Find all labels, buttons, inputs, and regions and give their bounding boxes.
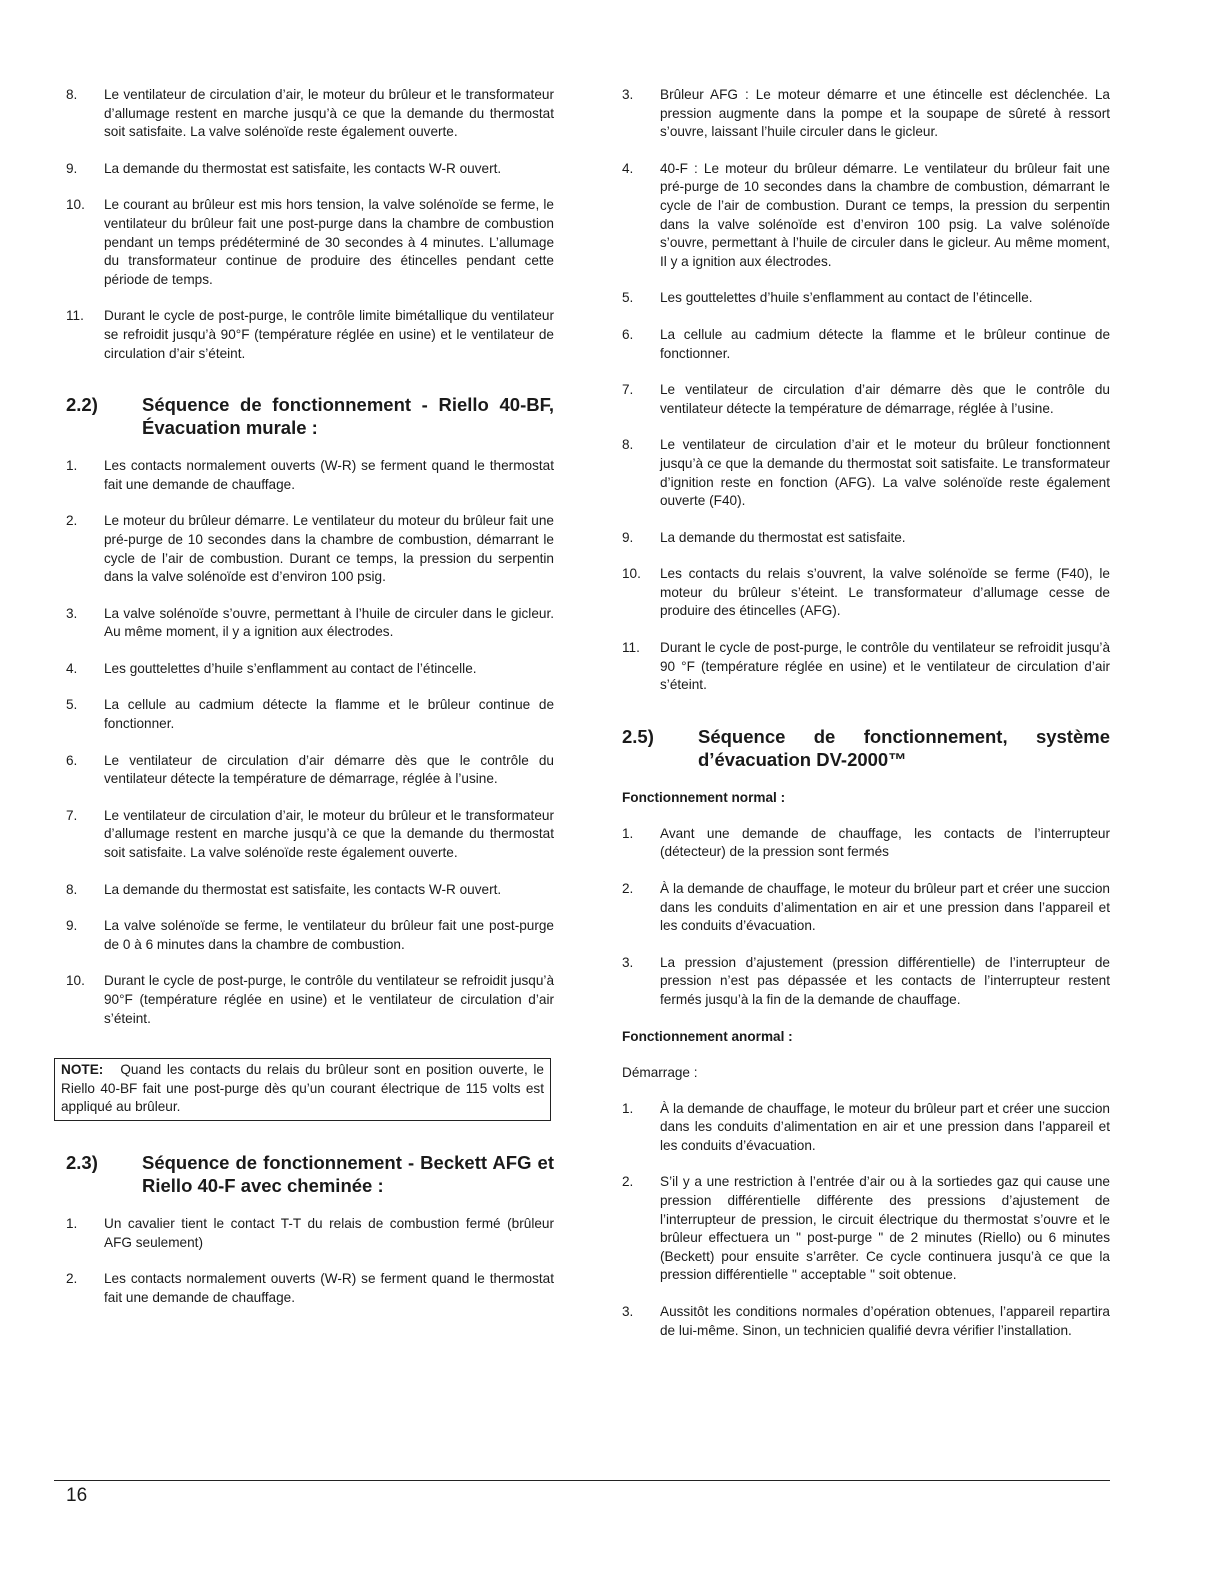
item-text: Les contacts normalement ouverts (W-R) se ferment quand le thermostat fait une demande de chauffage. — [104, 458, 554, 492]
list-item — [622, 160, 1110, 272]
item-number: 9. — [66, 918, 78, 934]
list-item — [66, 660, 554, 679]
note-label: NOTE: — [61, 1062, 104, 1078]
page-number: 16 — [66, 1485, 88, 1506]
item-text: Le ventilateur de circulation d’air et le moteur du brûleur fonctionnent jusqu’à ce que la demande du thermostat soit satisfaite. Le transformateur d’ignition reste en fonction (AFG). La valve solénoïde reste également ouverte (F40). — [660, 437, 1110, 509]
list-item — [622, 954, 1110, 1010]
section-number: 2.3) — [66, 1151, 98, 1173]
list-item — [66, 972, 554, 1028]
item-number: 9. — [66, 160, 78, 176]
list-item — [66, 605, 554, 642]
item-text: Brûleur AFG : Le moteur démarre et une étincelle est déclenchée. La pression augmente dans la pompe et la soupape de sûreté à ressort s’ouvre, laissant l’huile circuler dans le gicleur. — [660, 87, 1110, 140]
left-column — [61, 86, 554, 1325]
list-item — [66, 1270, 554, 1307]
item-number: 2. — [622, 1174, 634, 1190]
section-2-3-list — [66, 1215, 554, 1307]
item-text: Durant le cycle de post-purge, le contrôle limite bimétallique du ventilateur se refroidit jusqu’à 90°F (température réglée en usine) et le ventilateur de circulation d’air s’éteint. — [104, 308, 554, 361]
section-number: 2.2) — [66, 394, 98, 416]
item-number: 4. — [66, 660, 78, 676]
section-2-2-list — [66, 457, 554, 1028]
item-number: 3. — [66, 605, 78, 621]
section-title: Séquence de fonctionnement - Beckett AFG et Riello 40-F avec cheminée : — [142, 1151, 554, 1196]
list-item — [66, 196, 554, 289]
list-item — [66, 307, 554, 363]
list-item — [622, 529, 1110, 548]
item-number: 1. — [622, 825, 634, 841]
section-heading-2-5 — [622, 725, 1110, 771]
item-number: 10. — [66, 973, 85, 989]
item-number: 2. — [622, 881, 634, 897]
note-box — [54, 1058, 551, 1121]
item-number: 7. — [622, 382, 634, 398]
list-item — [622, 639, 1110, 695]
section-2-3-continued-list — [622, 86, 1110, 695]
section-title: Séquence de fonctionnement, système d’évacuation DV-2000™ — [698, 725, 1110, 770]
note-text: Quand les contacts du relais du brûleur sont en position ouverte, le Riello 40-BF fait une post-purge dès qu’un courant électrique de 115 volts est appliqué au brûleur. — [61, 1062, 544, 1115]
item-number: 3. — [622, 954, 634, 970]
item-number: 8. — [622, 437, 634, 453]
item-number: 10. — [622, 566, 641, 582]
section-title: Séquence de fonctionnement - Riello 40-BF, Évacuation murale : — [142, 394, 554, 439]
item-number: 5. — [622, 290, 634, 306]
item-text: Un cavalier tient le contact T-T du relais de combustion fermé (brûleur AFG seulement) — [104, 1215, 554, 1250]
item-number: 8. — [66, 881, 78, 897]
item-number: 3. — [622, 1303, 634, 1319]
item-text: Les contacts normalement ouverts (W-R) se ferment quand le thermostat fait une demande de chauffage. — [104, 1271, 554, 1305]
item-text: S’il y a une restriction à l’entrée d’air ou à la sortiedes gaz qui cause une pression différentielle différente des pressions d’ajustement de l’interrupteur de pression, le circuit électrique du thermostat s’ouvre et le brûleur effectuera un " post-purge " de 2 minutes (Riello) ou 6 minutes (Beckett) pour ensuite s’arrêter. Ce cycle continuera jusqu’à ce que la pression différentielle " acceptable " soit obtenue. — [660, 1174, 1110, 1283]
item-text: La demande du thermostat est satisfaite, les contacts W-R ouvert. — [104, 160, 502, 176]
item-text: Le moteur du brûleur démarre. Le ventilateur du moteur du brûleur fait une pré-purge de 10 secondes dans la chambre de combustion, démarrant le cycle de l’air de combustion. Durant ce temps, la pression du serpentin dans la valve solénoïde est d’environ 100 psig. — [104, 513, 554, 585]
item-text: Les gouttelettes d’huile s’enflamment au contact de l’étincelle. — [660, 290, 1033, 306]
item-number: 2. — [66, 513, 78, 529]
item-number: 2. — [66, 1271, 78, 1287]
item-text: À la demande de chauffage, le moteur du brûleur part et créer une succion dans les conduits d’alimentation en air et une pression dans l’appareil et les conduits d’évacuation. — [660, 1100, 1110, 1153]
list-item — [66, 512, 554, 586]
item-number: 11. — [622, 640, 640, 656]
item-number: 6. — [622, 326, 634, 342]
item-text: Durant le cycle de post-purge, le contrôle du ventilateur se refroidit jusqu’à 90°F (température réglée en usine) et le ventilateur de circulation d’air s’éteint. — [104, 973, 554, 1026]
item-text: Les contacts du relais s’ouvrent, la valve solénoïde se ferme (F40), le moteur du brûleur s’éteint. Le transformateur d’allumage cesse de produire des étincelles (AFG). — [660, 566, 1110, 619]
item-text: La pression d’ajustement (pression différentielle) de l’interrupteur de pression n’est pas dépassée et les contacts de l’interrupteur restent fermés jusqu’à la fin de la demande de chauffage. — [660, 954, 1110, 1007]
abnormal-operation-label: Fonctionnement anormal : — [622, 1028, 793, 1044]
list-item — [622, 326, 1110, 363]
normal-operation-label: Fonctionnement normal : — [622, 789, 786, 805]
list-item — [66, 457, 554, 494]
item-text: La valve solénoïde s’ouvre, permettant à l’huile de circuler dans le gicleur. Au même moment, il y a ignition aux électrodes. — [104, 605, 554, 640]
item-text: Le ventilateur de circulation d’air démarre dès que le contrôle du ventilateur détecte la température de démarrage, réglée à l’usine. — [104, 752, 554, 787]
item-text: Durant le cycle de post-purge, le contrôle du ventilateur se refroidit jusqu’à 90 °F (température réglée en usine) et le ventilateur de circulation d’air s’éteint. — [660, 640, 1110, 693]
item-number: 10. — [66, 197, 85, 213]
item-number: 1. — [66, 1215, 78, 1231]
item-number: 6. — [66, 752, 78, 768]
item-number: 8. — [66, 87, 78, 102]
list-item — [622, 289, 1110, 308]
item-text: La cellule au cadmium détecte la flamme et le brûleur continue de fonctionner. — [104, 697, 554, 732]
item-text: 40-F : Le moteur du brûleur démarre. Le ventilateur du brûleur fait une pré-purge de 10 secondes dans la chambre de combustion, démarrant le cycle de l’air de combustion. Durant ce temps, la pression du serpentin dans la valve solénoïde est d’environ 100 psig. La valve solénoïde s’ouvre, permettant à l’huile de circuler dans le gicleur. Au même moment, Il y a ignition aux électrodes. — [660, 160, 1110, 269]
list-item — [622, 86, 1110, 142]
abnormal-operation-list — [622, 1100, 1110, 1341]
item-number: 4. — [622, 160, 634, 176]
list-item — [622, 880, 1110, 936]
list-item — [66, 86, 554, 142]
list-item — [66, 696, 554, 733]
item-text: Aussitôt les conditions normales d’opération obtenues, l’appareil repartira de lui-même. Sinon, un technicien qualifié devra vérifier l’installation. — [660, 1303, 1110, 1338]
list-item — [622, 565, 1110, 621]
item-text: À la demande de chauffage, le moteur du brûleur part et créer une succion dans les conduits d’alimentation en air et une pression dans l’appareil et les conduits d’évacuation. — [660, 881, 1110, 934]
list-item — [66, 160, 554, 179]
list-item — [622, 1303, 1110, 1340]
item-text: Avant une demande de chauffage, les contacts de l’interrupteur (détecteur) de la pression sont fermés — [660, 825, 1110, 860]
item-text: La valve solénoïde se ferme, le ventilateur du brûleur fait une post-purge de 0 à 6 minutes dans la chambre de combustion. — [104, 918, 554, 952]
item-text: La demande du thermostat est satisfaite. — [660, 529, 906, 545]
item-text: Le courant au brûleur est mis hors tension, la valve solénoïde se ferme, le ventilateur du brûleur fait une post-purge dans la chambre de combustion pendant un temps prédéterminé de 30 secondes à 4 minutes. L’allumage du transformateur continue de produire des étincelles pendant cette période de temps. — [104, 197, 554, 287]
item-text: Le ventilateur de circulation d’air, le moteur du brûleur et le transformateur d’allumage restent en marche jusqu’à ce que la demande du thermostat soit satisfaite. La valve solénoïde reste également ouverte. — [104, 87, 554, 140]
list-item — [622, 436, 1110, 510]
list-item — [622, 381, 1110, 418]
normal-operation-list — [622, 825, 1110, 1010]
list-item — [66, 1215, 554, 1252]
startup-label: Démarrage : — [622, 1064, 698, 1080]
list-item — [66, 917, 554, 954]
item-number: 1. — [66, 458, 78, 474]
list-item — [622, 825, 1110, 862]
list-item — [622, 1100, 1110, 1156]
item-text: La cellule au cadmium détecte la flamme et le brûleur continue de fonctionner. — [660, 326, 1110, 361]
list-item — [66, 881, 554, 900]
section-heading-2-2 — [66, 393, 554, 439]
item-text: Le ventilateur de circulation d’air démarre dès que le contrôle du ventilateur détecte la température de démarrage, réglée à l’usine. — [660, 382, 1110, 416]
item-text: Le ventilateur de circulation d’air, le moteur du brûleur et le transformateur d’allumage restent en marche jusqu’à ce que la demande du thermostat soit satisfaite. La valve solénoïde reste également ouverte. — [104, 807, 554, 861]
right-column — [622, 86, 1110, 1358]
list-item — [66, 752, 554, 789]
section-heading-2-3 — [66, 1151, 554, 1197]
item-number: 11. — [66, 308, 84, 324]
item-text: Les gouttelettes d’huile s’enflamment au contact de l’étincelle. — [104, 660, 477, 676]
item-number: 7. — [66, 807, 78, 823]
list-item — [66, 807, 554, 863]
item-number: 9. — [622, 529, 634, 545]
section-number: 2.5) — [622, 725, 654, 747]
footer-rule — [54, 1480, 1110, 1481]
item-number: 3. — [622, 87, 634, 102]
item-number: 5. — [66, 697, 78, 713]
list-item — [622, 1173, 1110, 1285]
continued-list — [66, 86, 554, 363]
item-number: 1. — [622, 1100, 634, 1116]
item-text: La demande du thermostat est satisfaite, les contacts W-R ouvert. — [104, 881, 502, 897]
